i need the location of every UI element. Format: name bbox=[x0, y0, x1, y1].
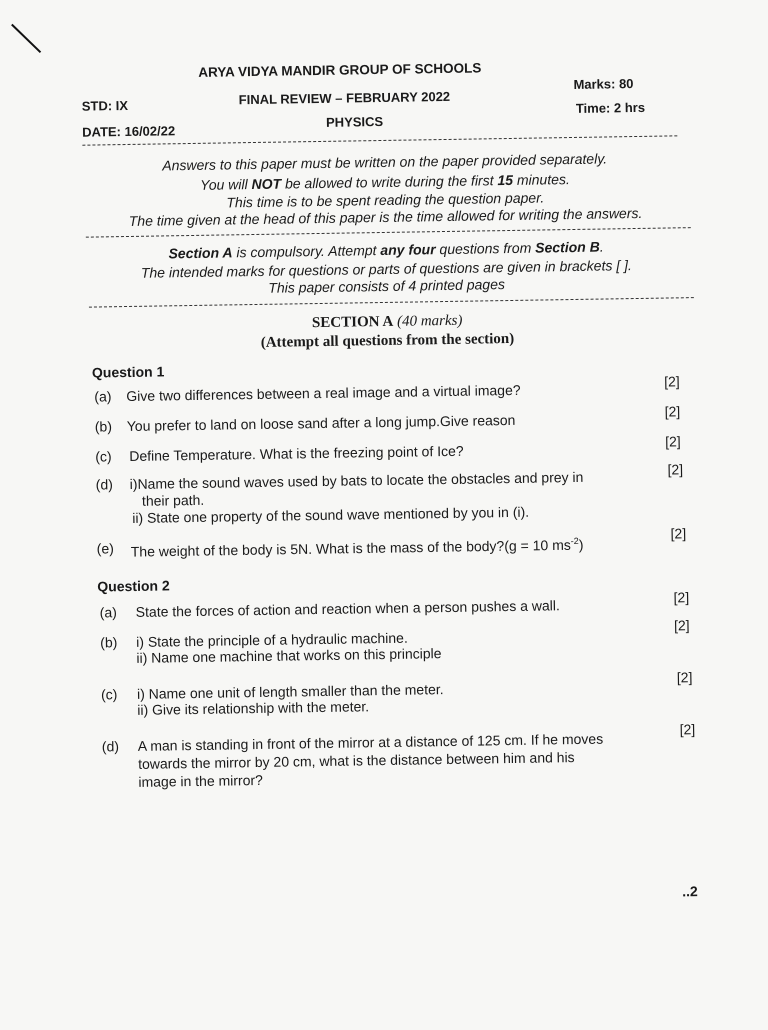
pen-mark bbox=[11, 24, 41, 53]
item-text: ii) Name one machine that works on this principle bbox=[136, 645, 442, 666]
item-marks: [2] bbox=[679, 721, 696, 738]
item-label: (c) bbox=[95, 448, 112, 465]
item-text: i) State the principle of a hydraulic machine. bbox=[136, 629, 408, 650]
section-note-line: The intended marks for questions or parts of questions are given in brackets [ ]. bbox=[140, 257, 632, 281]
item-marks: [2] bbox=[676, 669, 693, 686]
item-text: Define Temperature. What is the freezing point of Ice? bbox=[129, 442, 464, 464]
instruction-line: Answers to this paper must be written on the paper provided separately. bbox=[162, 150, 608, 174]
question-item bbox=[0, 403, 767, 435]
item-text: image in the mirror? bbox=[138, 771, 264, 790]
question-title: Question 1 bbox=[91, 363, 165, 381]
item-marks: [2] bbox=[670, 525, 687, 542]
question-title: Question 2 bbox=[97, 577, 170, 595]
instruction-line: The time given at the head of this paper is the time allowed for writing the answers. bbox=[128, 204, 643, 229]
item-marks: [2] bbox=[673, 589, 690, 606]
school-name: ARYA VIDYA MANDIR GROUP OF SCHOOLS bbox=[198, 60, 482, 80]
instruction-line: You will NOT be allowed to write during the first 15 minutes. bbox=[200, 171, 570, 193]
question-item bbox=[2, 617, 768, 666]
instruction-line: This time is to be spent reading the question paper. bbox=[226, 189, 545, 211]
item-text: The weight of the body is 5N. What is the mass of the body?(g = 10 $ms^{-2}$) bbox=[130, 535, 584, 560]
item-text: Give two differences between a real image and a virtual image? bbox=[126, 381, 521, 405]
item-label: (a) bbox=[99, 604, 117, 621]
exam-title: FINAL REVIEW – FEBRUARY 2022 bbox=[238, 88, 451, 108]
question-item bbox=[1, 525, 768, 560]
divider bbox=[89, 297, 694, 308]
item-text: ii) Give its relationship with the meter. bbox=[137, 698, 370, 718]
item-marks: [2] bbox=[667, 461, 684, 478]
question-item bbox=[0, 461, 768, 526]
section-heading: SECTION A (40 marks) bbox=[311, 312, 463, 332]
item-marks: [2] bbox=[664, 433, 681, 450]
item-label: (d) bbox=[101, 738, 120, 755]
question-item bbox=[3, 669, 768, 718]
item-label: (d) bbox=[95, 476, 113, 493]
item-text: You prefer to land on loose sand after a long jump.Give reason bbox=[126, 411, 516, 435]
item-label: (e) bbox=[96, 540, 114, 557]
item-label: (c) bbox=[100, 686, 118, 703]
item-marks: [2] bbox=[673, 617, 690, 634]
item-text: i)Name the sound waves used by bats to locate the obstacles and prey in bbox=[129, 468, 584, 492]
section-subtitle: (Attempt all questions from the section) bbox=[260, 330, 515, 351]
question-item bbox=[0, 433, 767, 465]
item-label: (a) bbox=[94, 388, 112, 405]
page-continue-marker: ..2 bbox=[682, 883, 698, 900]
item-marks: [2] bbox=[664, 403, 681, 420]
marks-label: Marks: 80 bbox=[573, 76, 634, 92]
item-marks: [2] bbox=[664, 373, 680, 390]
item-text: State the forces of action and reaction when a person pushes a wall. bbox=[135, 597, 560, 620]
subject-title: PHYSICS bbox=[325, 113, 384, 130]
section-note-line: This paper consists of 4 printed pages bbox=[268, 276, 506, 296]
question-item bbox=[2, 589, 768, 621]
question-item bbox=[4, 721, 768, 790]
time-label: Time: 2 hrs bbox=[575, 99, 646, 116]
item-text: i) Name one unit of length smaller than the meter. bbox=[136, 681, 444, 702]
item-text: A man is standing in front of the mirror at a distance of 125 cm. If he moves bbox=[137, 730, 604, 754]
std-label: STD: IX bbox=[81, 97, 129, 114]
item-text: their path. bbox=[141, 491, 205, 509]
item-text: towards the mirror by 20 cm, what is the distance between him and his bbox=[137, 749, 575, 772]
date-label: DATE: 16/02/22 bbox=[82, 123, 176, 140]
item-text: ii) State one property of the sound wave mentioned by you in (i). bbox=[132, 503, 530, 526]
item-label: (b) bbox=[94, 418, 113, 435]
item-label: (b) bbox=[100, 634, 118, 651]
section-note-line: Section A is compulsory. Attempt any four questions from Section B. bbox=[168, 238, 604, 262]
divider bbox=[86, 227, 691, 238]
